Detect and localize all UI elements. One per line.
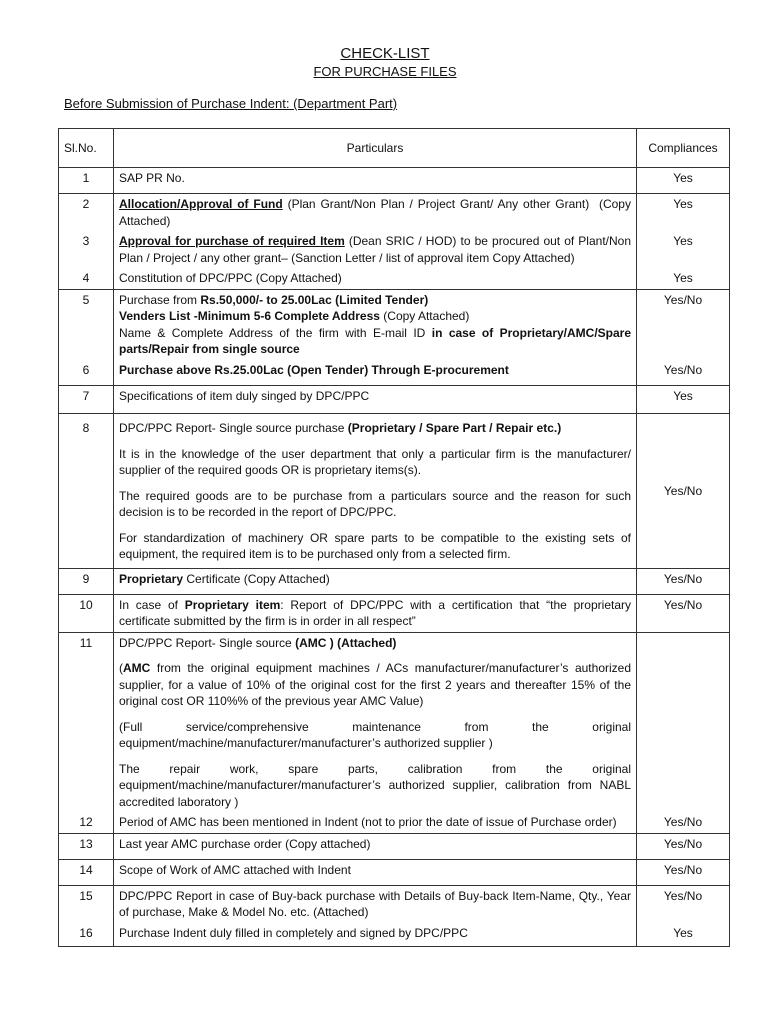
row-text: DPC/PPC Report- Single source [119,635,296,650]
row-number: 9 [59,568,114,594]
row-text: ( [119,661,123,675]
intro-line: Before Submission of Purchase Indent: (Department Part) [64,96,398,111]
row-number: 16 [59,923,114,947]
row-particulars [114,568,637,594]
table-header [59,129,730,168]
row-compliance: Yes/No [637,833,730,859]
page-title: CHECK-LIST [340,45,430,62]
row-text: (Copy Attached) [379,309,470,323]
row-particulars [114,923,637,947]
table-row [59,194,730,232]
row-text-bold: Allocation/Approval of Fund [119,197,283,211]
table-row [59,360,730,386]
row-compliance [637,632,730,812]
row-compliance: Yes/No [637,289,730,360]
row-number: 4 [59,268,114,289]
table-row [59,568,730,594]
row-particulars [114,231,637,268]
row-text: In case of [119,597,185,612]
table-row [59,289,730,360]
row-text: Certificate (Copy Attached) [183,571,330,586]
row-number: 10 [59,594,114,632]
row-text: Constitution of DPC/PPC (Copy Attached) [119,271,342,285]
row-compliance: Yes [637,386,730,414]
row-text-bold: Proprietary item [184,597,281,612]
row-compliance: Yes [637,268,730,289]
row-text: Purchase from [119,292,201,307]
row-text: SAP PR No. [119,171,185,185]
table-row [59,386,730,414]
table-row [59,168,730,194]
table-row [59,594,730,632]
table-row [59,812,730,833]
row-particulars [114,194,637,232]
row-compliance: Yes [637,923,730,947]
row-particulars [114,414,637,569]
table-row [59,231,730,268]
row-number: 6 [59,360,114,386]
row-compliance: Yes/No [637,360,730,386]
table-row [59,632,730,812]
row-number: 5 [59,289,114,360]
table-row [59,885,730,923]
row-text-bold: Venders List -Minimum 5-6 Complete Address [119,309,380,323]
row-number: 3 [59,231,114,268]
row-text: Specifications of item duly singed by DPC/PPC [119,389,370,403]
row-paragraph: It is in the knowledge of the user department that only a particular firm is the manufacturer/ supplier of the required goods OR is proprietary items(s). [119,446,631,477]
row-particulars [114,289,637,360]
row-text: DPC/PPC Report- Single source purchase [119,421,348,435]
row-number: 8 [59,414,114,569]
row-text: Name & Complete Address of the firm with E-mail ID [119,325,432,340]
row-particulars [114,833,637,859]
row-particulars [114,594,637,632]
row-number: 11 [59,632,114,812]
row-paragraph: The required goods are to be purchase from a particulars source and the reason for such decision is to be recorded in the report of DPC/PPC. [119,488,631,519]
row-compliance: Yes/No [637,568,730,594]
row-particulars [114,812,637,833]
row-text-bold: AMC [123,661,151,675]
row-compliance: Yes [637,231,730,268]
row-text: from the original equipment machines / ACs manufacturer/manufacturer’s authorized supplier, for a value of 10% of the original cost for the first 2 years and thereafter 15% of the original cost OR 110%% of the previous year AMC Value) [119,661,631,708]
row-number: 7 [59,386,114,414]
header-particulars: Particulars [114,129,637,168]
row-compliance: Yes/No [637,812,730,833]
row-compliance: Yes/No [637,885,730,923]
row-particulars [114,168,637,194]
row-text: Last year AMC purchase order (Copy attached) [119,836,371,851]
checklist-table [58,128,730,947]
row-paragraph: The repair work, spare parts, calibration from the original equipment/machine/manufacturer/manufacturer’s authorized supplier, calibration from NABL accredited laboratory ) [119,761,631,809]
table-row [59,268,730,289]
row-compliance: Yes/No [637,414,730,569]
row-text-bold: Approval for purchase of required Item [119,234,345,248]
row-number: 2 [59,194,114,232]
row-number: 15 [59,885,114,923]
row-text: Period of AMC has been mentioned in Indent (not to prior the date of issue of Purchase order) [119,815,617,829]
row-number: 1 [59,168,114,194]
row-text: Scope of Work of AMC attached with Indent [119,862,351,877]
row-particulars [114,859,637,885]
row-number: 14 [59,859,114,885]
header-compliances: Compliances [637,129,730,168]
row-particulars [114,632,637,812]
page-subtitle: FOR PURCHASE FILES [313,64,457,79]
row-number: 13 [59,833,114,859]
row-text-bold: Proprietary [119,571,184,586]
row-particulars [114,386,637,414]
row-particulars [114,885,637,923]
row-compliance: Yes [637,168,730,194]
table-row [59,833,730,859]
row-particulars [114,360,637,386]
row-text-bold: Rs.50,000/- to 25.00Lac (Limited Tender) [200,292,429,307]
row-compliance: Yes/No [637,859,730,885]
row-paragraph: (Full service/comprehensive maintenance from the original equipment/machine/manufacturer/manufacturer’s authorized supplier ) [119,719,631,750]
row-particulars [114,268,637,289]
row-text: (Dean SRIC / HOD) to be procured out of Plant/Non Plan / Project / any other grant– (Sanction Letter / list of approval item Copy Attached) [119,234,631,265]
row-paragraph: For standardization of machinery OR spare parts to be compatible to the existing sets of equipment, the required item is to be purchased only from a selected firm. [119,530,631,561]
row-text: (Plan Grant/Non Plan / Project Grant/ Any other Grant) (Copy Attached) [119,197,631,228]
row-text: Purchase Indent duly filled in completely and signed by DPC/PPC [119,925,468,940]
row-text: DPC/PPC Report in case of Buy-back purchase with Details of Buy-back Item-Name, Qty., Year of purchase, Make & Model No. etc. (Attached) [119,888,631,919]
table-row [59,414,730,569]
table-row [59,859,730,885]
row-text-bold: (Proprietary / Spare Part / Repair etc.) [347,421,562,435]
row-text-bold: (AMC ) (Attached) [295,635,397,650]
row-text-bold: Purchase above Rs.25.00Lac (Open Tender) Through E-procurement [119,362,509,377]
row-compliance: Yes [637,194,730,232]
row-text-bold: in case of Proprietary/AMC/Spare parts/Repair from single source [119,325,632,356]
header-slno: Sl.No. [59,129,114,168]
table-row [59,923,730,947]
row-number: 12 [59,812,114,833]
row-compliance: Yes/No [637,594,730,632]
row-text: : Report of DPC/PPC with a certification that “the proprietary certificate submitted by the firm is in order in all respect” [119,597,631,628]
